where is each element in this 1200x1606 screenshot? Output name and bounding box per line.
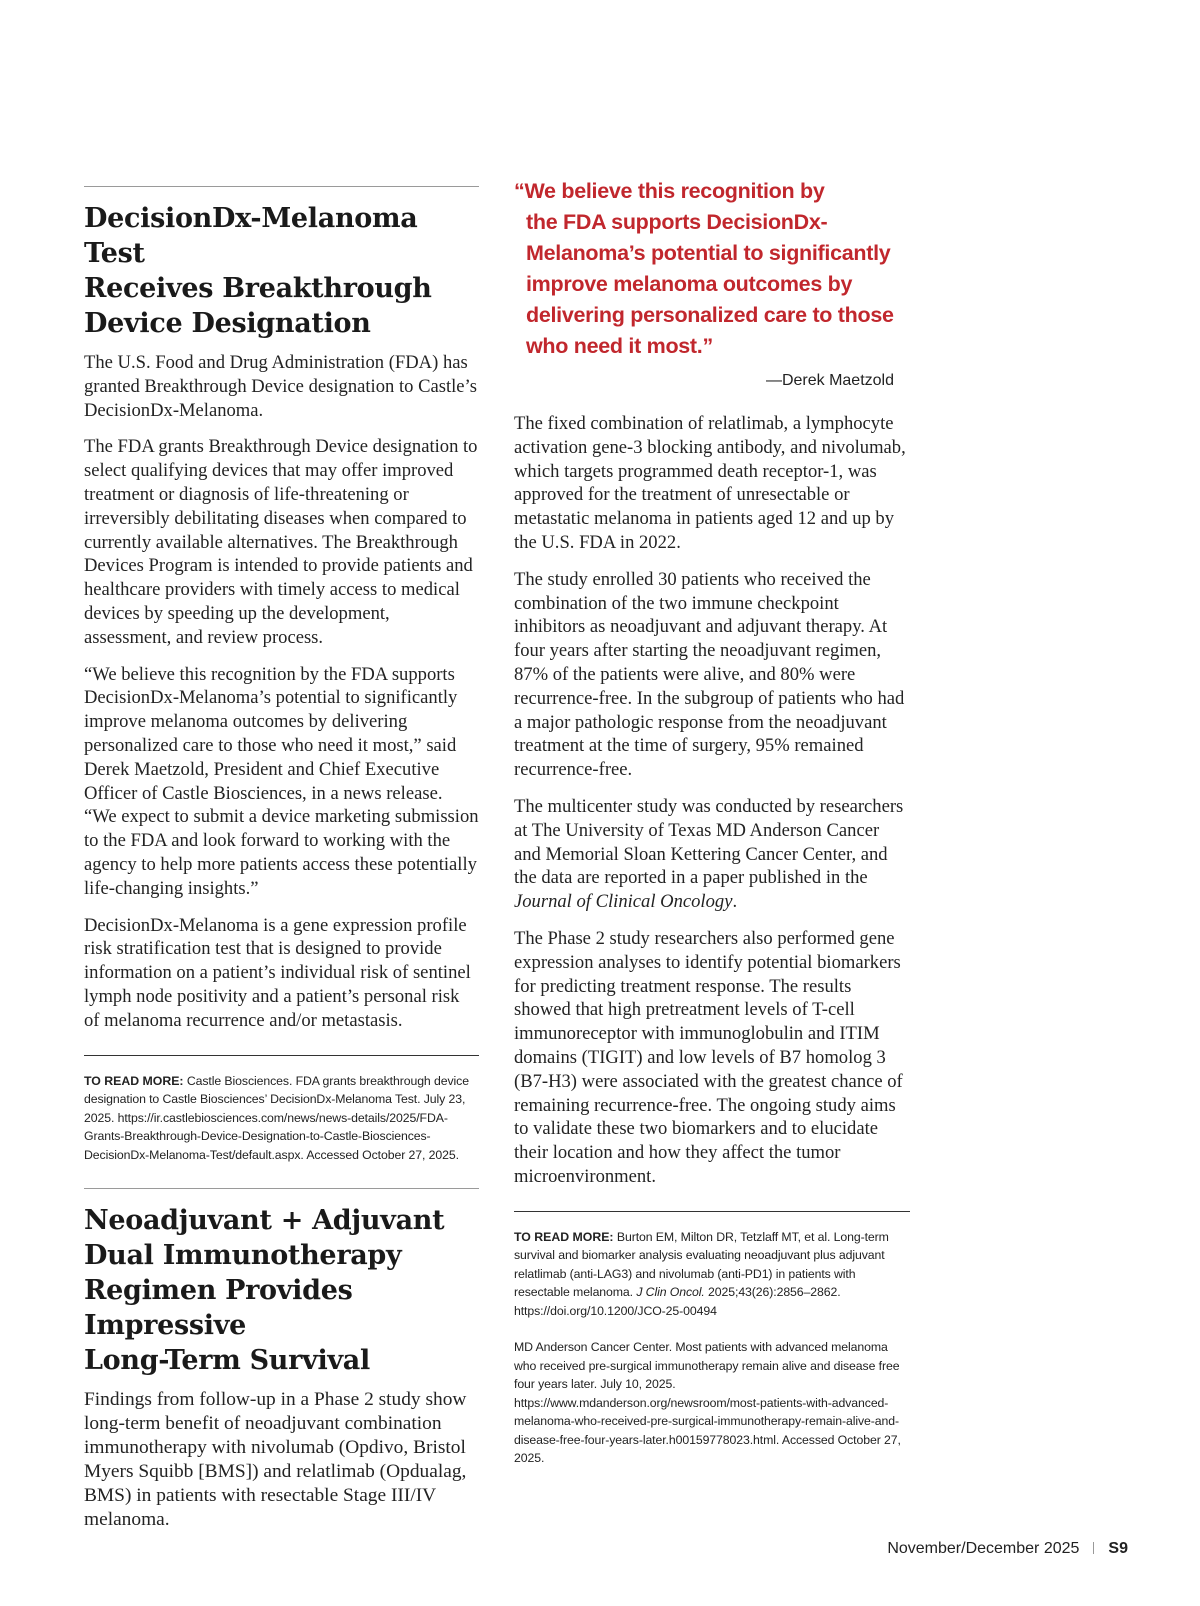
- article1-paragraph: The FDA grants Breakthrough Device designation to select qualifying devices that may offer improved treatment or diagnosis of life-threatening or irreversibly debilitating diseases when compared to currently available alternatives. The Breakthrough Devices Program is intended to provide patients and healthcare providers with timely access to medical devices by speeding up the development, assessment, and review process.: [84, 436, 478, 648]
- article2-paragraph: The study enrolled 30 patients who received the combination of the two immune checkpoint inhibitors as neoadjuvant and adjuvant therapy. At four years after starting the neoadjuvant regimen, 87% of the patients were alive, and 80% were recurrence-free. In the subgroup of patients who had a major pathologic response from the neoadjuvant treatment at the time of surgery, 95% remained recurrence-free.: [514, 568, 905, 781]
- article2-reference-2: MD Anderson Cancer Center. Most patients with advanced melanoma who received pre-surgical immunotherapy remain alive and disease free four years later. July 10, 2025. https://www.mdanderson.org/newsroom/most-patients-with-advanced-melanoma-who-received-pre-surgical-immunotherapy-remain-alive-and-disease-free-four-years-later.h00159778023.html. Accessed October 27, 2025.: [514, 1340, 901, 1466]
- article1-title: DecisionDx-Melanoma Test Receives Breakthrough Device Designation: [84, 203, 432, 339]
- left-column: [84, 186, 479, 1532]
- read-more-rule: [84, 1055, 479, 1056]
- page-footer: [887, 1540, 1128, 1558]
- footer-divider: [1093, 1542, 1094, 1554]
- pull-quote-attribution: —Derek Maetzold: [765, 372, 894, 389]
- article2-paragraph: The Phase 2 study researchers also performed gene expression analyses to identify potential biomarkers for predicting treatment response. The results showed that high pretreatment levels of T-cell immunoreceptor with immunoglobulin and ITIM domains (TIGIT) and low levels of B7 homolog 3 (B7-H3) were associated with the greatest chance of remaining recurrence-free. The ongoing study aims to validate these two biomarkers and to elucidate their location and how they affect the tumor microenvironment.: [514, 927, 903, 1187]
- read-more-rule: [514, 1211, 910, 1212]
- journal-name: Journal of Clinical Oncology: [514, 891, 733, 913]
- article2-lead: Findings from follow-up in a Phase 2 study show long-term benefit of neoadjuvant combination immunotherapy with nivolumab (Opdivo, Bristol Myers Squibb [BMS]) and relatlimab (Opdualag, BMS) in patients with resectable Stage III/IV melanoma.: [84, 1389, 467, 1531]
- article1-paragraph: DecisionDx-Melanoma is a gene expression profile risk stratification test that is designed to provide information on a patient’s individual risk of sentinel lymph node positivity and a patient’s personal risk of melanoma recurrence and/or metastasis.: [84, 914, 471, 1031]
- article1-read-more: TO READ MORE: Castle Biosciences. FDA grants breakthrough device designation to Castle Biosciences’ DecisionDx-Melanoma Test. July 23, 2025. https://ir.castlebiosciences.com/news/news-details/2025/FDA-Grants-Breakthrough-Device-Designation-to-Castle-Biosciences-DecisionDx-Melanoma-Test/default.aspx. Accessed October 27, 2025.: [84, 1073, 469, 1162]
- article2-title: Neoadjuvant + Adjuvant Dual Immunotherapy Regimen Provides Impressive Long-Term Survival: [84, 1205, 445, 1377]
- page-number: S9: [1108, 1540, 1128, 1557]
- article2-paragraph: The fixed combination of relatlimab, a lymphocyte activation gene-3 blocking antibody, and nivolumab, which targets programmed death receptor-1, was approved for the treatment of unresectable or metastatic melanoma in patients aged 12 and up by the U.S. FDA in 2022.: [514, 413, 906, 553]
- right-column: [514, 176, 910, 1468]
- article2-reference-1: TO READ MORE: Burton EM, Milton DR, Tetzlaff MT, et al. Long-term survival and biomarker analysis evaluating neoadjuvant plus adjuvant relatlimab (anti-LAG3) and nivolumab (anti-PD1) in patients with resectable melanoma. J Clin Oncol. 2025;43(26):2856–2862. https://doi.org/10.1200/JCO-25-00494: [514, 1229, 889, 1318]
- article1-paragraph: “We believe this recognition by the FDA supports DecisionDx-Melanoma’s potential to significantly improve melanoma outcomes by delivering personalized care to those who need it most,” said Derek Maetzold, President and Chief Executive Officer of Castle Biosciences, in a news release. “We expect to submit a device marketing submission to the FDA and look forward to working with the agency to help more patients access these potentially life-changing insights.”: [84, 663, 479, 899]
- article1-paragraph: The U.S. Food and Drug Administration (FDA) has granted Breakthrough Device designation to Castle’s DecisionDx-Melanoma.: [84, 352, 477, 421]
- pull-quote: “We believe this recognition by the FDA supports DecisionDx- Melanoma’s potential to significantly improve melanoma outcomes by delivering personalized care to those who need it most.”: [514, 179, 894, 358]
- issue-date: November/December 2025: [887, 1540, 1080, 1557]
- section-rule: [84, 1188, 479, 1189]
- top-rule: [84, 186, 479, 187]
- article2-paragraph: The multicenter study was conducted by researchers at The University of Texas MD Anderson Cancer and Memorial Sloan Kettering Cancer Center, and the data are reported in a paper published in the Journal of Clinical Oncology.: [514, 795, 904, 913]
